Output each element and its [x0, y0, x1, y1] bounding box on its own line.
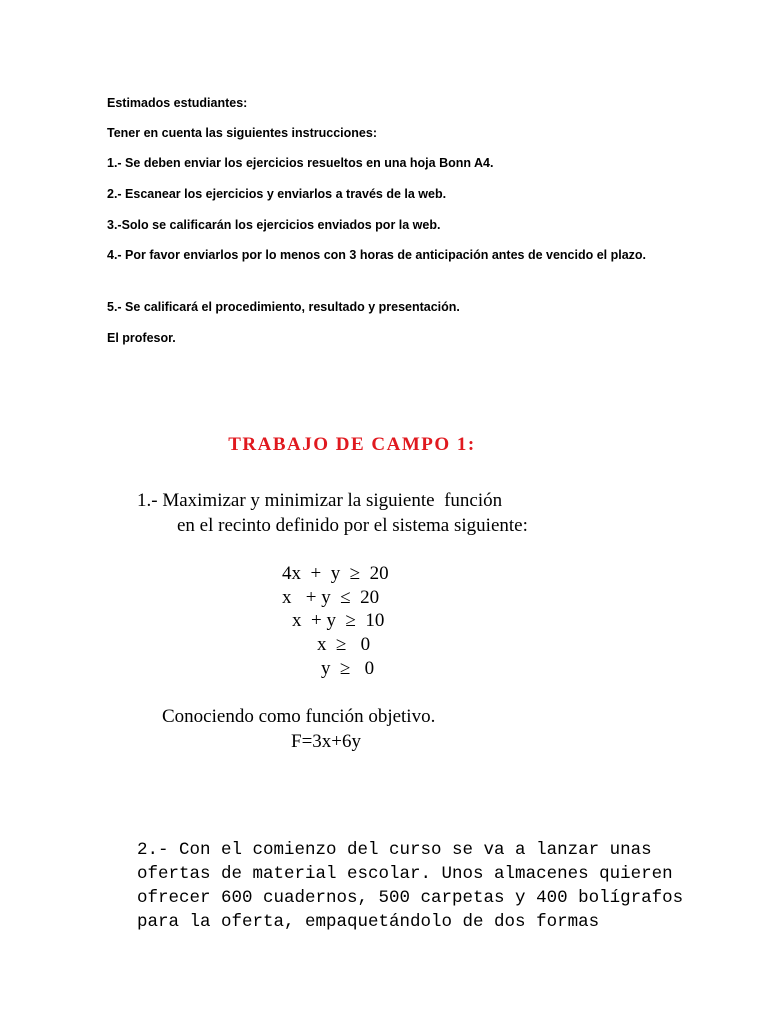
instruction-item-2: 2.- Escanear los ejercicios y enviarlos a través de la web.	[107, 187, 447, 201]
problem-2-line-1: 2.- Con el comienzo del curso se va a lanzar unas	[137, 840, 652, 860]
constraint-5: y ≥ 0	[321, 658, 375, 679]
constraint-4: x ≥ 0	[317, 634, 371, 655]
constraint-2: x + y ≤ 20	[282, 587, 380, 608]
problem-2-line-2: ofertas de material escolar. Unos almacenes quieren	[137, 864, 673, 884]
worksheet-title: TRABAJO DE CAMPO 1:	[228, 434, 476, 455]
signature-text: El profesor.	[107, 331, 176, 345]
objective-function-label: Conociendo como función objetivo.	[162, 706, 436, 727]
problem-1-statement: 1.- Maximizar y minimizar la siguiente función	[137, 490, 503, 511]
problem-1-statement-continued: en el recinto definido por el sistema siguiente:	[177, 515, 528, 536]
instructions-intro: Tener en cuenta las siguientes instrucciones:	[107, 126, 377, 140]
problem-2-line-3: ofrecer 600 cuadernos, 500 carpetas y 400 bolígrafos	[137, 888, 684, 908]
problem-2-line-4: para la oferta, empaquetándolo de dos formas	[137, 912, 600, 932]
constraint-1: 4x + y ≥ 20	[282, 563, 389, 584]
instruction-item-4: 4.- Por favor enviarlos por lo menos con 3 horas de anticipación antes de vencido el plazo.	[107, 248, 647, 262]
instruction-item-5: 5.- Se calificará el procedimiento, resultado y presentación.	[107, 300, 460, 314]
objective-function: F=3x+6y	[291, 731, 361, 752]
instruction-item-1: 1.- Se deben enviar los ejercicios resueltos en una hoja Bonn A4.	[107, 156, 494, 170]
constraint-3: x + y ≥ 10	[292, 610, 385, 631]
greeting-text: Estimados estudiantes:	[107, 96, 248, 110]
instruction-item-3: 3.-Solo se calificarán los ejercicios enviados por la web.	[107, 218, 441, 232]
